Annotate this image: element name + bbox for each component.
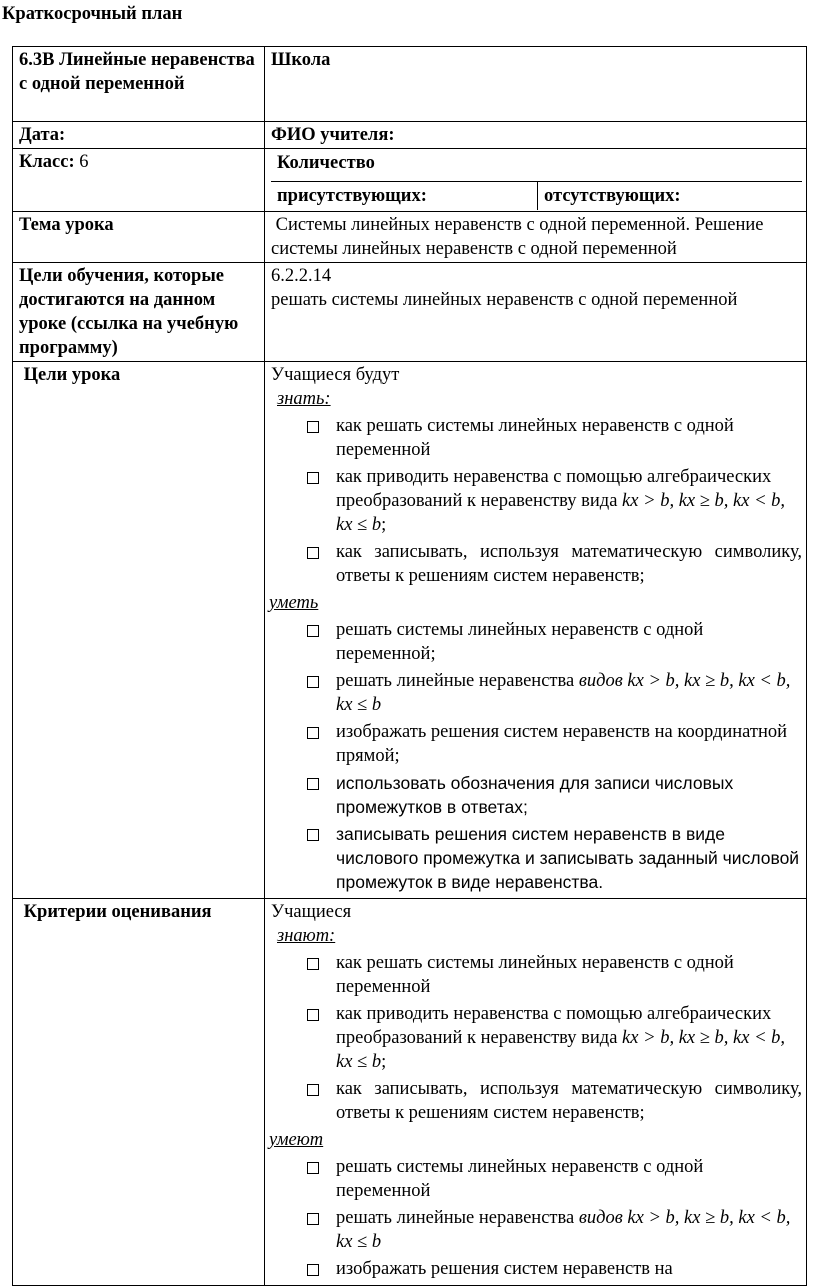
lesson-goals-label <box>13 362 265 899</box>
know-list <box>271 414 802 588</box>
topic-value <box>265 212 807 263</box>
list-item: решать системы линейных неравенств с одной переменной; <box>271 618 802 666</box>
objectives-value <box>265 263 807 362</box>
list-item: изображать решения систем неравенств на координатной прямой; <box>271 720 802 768</box>
teacher-cell: ФИО учителя: <box>265 122 807 149</box>
row-lesson-goals <box>13 362 807 899</box>
unit-cell: 6.3В Линейные неравенства с одной переменной <box>13 47 265 122</box>
can-heading: уметь <box>269 593 319 613</box>
checkbox-bullet-icon <box>307 625 319 637</box>
objectives-text: решать системы линейных неравенств с одной переменной <box>271 290 738 310</box>
lesson-plan-table <box>12 46 807 1286</box>
list-item: изображать решения систем неравенств на <box>271 1257 802 1281</box>
document-title: Краткосрочный план <box>2 4 183 24</box>
criteria-can-heading: умеют <box>269 1130 324 1150</box>
absent-label: отсутствующих: <box>544 186 681 206</box>
can-list <box>271 618 802 894</box>
list-item: как решать системы линейных неравенств с одной переменной <box>271 414 802 462</box>
list-item: использовать обозначения для записи числовых промежутков в ответах; <box>271 771 802 819</box>
class-label: Класс: <box>19 152 75 172</box>
row-objectives <box>13 263 807 362</box>
lesson-goals-label-text: Цели урока <box>23 365 121 385</box>
criteria-label-text: Критерии оценивания <box>23 902 212 922</box>
list-item: как приводить неравенства с помощью алгебраических преобразований к неравенству вида kx > b, kx ≥ b, kx < b, kx ≤ b; <box>271 1002 802 1074</box>
class-cell <box>13 149 265 212</box>
attendance-cell <box>265 149 807 212</box>
row-topic <box>13 212 807 263</box>
know-heading: знать: <box>277 389 331 409</box>
checkbox-bullet-icon <box>307 676 319 688</box>
list-item: решать линейные неравенства видов kx > b, kx ≥ b, kx < b, kx ≤ b <box>271 669 802 717</box>
checkbox-bullet-icon <box>307 778 319 790</box>
criteria-can-list <box>271 1155 802 1281</box>
list-item: решать системы линейных неравенств с одной переменной <box>271 1155 802 1203</box>
criteria-know-list <box>271 951 802 1125</box>
row-class <box>13 149 807 212</box>
present-label: присутствующих: <box>271 182 538 210</box>
checkbox-bullet-icon <box>307 1162 319 1174</box>
checkbox-bullet-icon <box>307 727 319 739</box>
checkbox-bullet-icon <box>307 1009 319 1021</box>
list-item: как записывать, используя математическую символику, ответы к решениям систем неравенств; <box>271 1077 802 1125</box>
list-item: решать линейные неравенства видов kx > b, kx ≥ b, kx < b, kx ≤ b <box>271 1206 802 1254</box>
checkbox-bullet-icon <box>307 547 319 559</box>
criteria-label <box>13 899 265 1286</box>
checkbox-bullet-icon <box>307 958 319 970</box>
checkbox-bullet-icon <box>307 421 319 433</box>
objectives-code: 6.2.2.14 <box>271 266 332 286</box>
criteria-know-heading: знают: <box>277 926 336 946</box>
row-unit <box>13 47 807 122</box>
date-cell: Дата: <box>13 122 265 149</box>
checkbox-bullet-icon <box>307 1084 319 1096</box>
checkbox-bullet-icon <box>307 829 319 841</box>
topic-text: Системы линейных неравенств с одной переменной. Решение системы линейных неравенств с одной переменной <box>271 215 764 259</box>
lesson-goals-content <box>265 362 807 899</box>
school-cell: Школа <box>265 47 807 122</box>
criteria-content <box>265 899 807 1286</box>
objectives-label: Цели обучения, которые достигаются на данном уроке (ссылка на учебную программу) <box>13 263 265 362</box>
list-item: как записывать, используя математическую символику, ответы к решениям систем неравенств; <box>271 540 802 588</box>
list-item: как приводить неравенства с помощью алгебраических преобразований к неравенству вида kx > b, kx ≥ b, kx < b, kx ≤ b; <box>271 465 802 537</box>
count-label: Количество <box>271 150 802 182</box>
checkbox-bullet-icon <box>307 1264 319 1276</box>
class-value: 6 <box>79 152 89 172</box>
criteria-intro: Учащиеся <box>271 902 352 922</box>
row-date <box>13 122 807 149</box>
list-item: записывать решения систем неравенств в виде числового промежутка и записывать заданный числовой промежуток в виде неравенства. <box>271 822 802 894</box>
list-item: как решать системы линейных неравенств с одной переменной <box>271 951 802 999</box>
row-criteria <box>13 899 807 1286</box>
checkbox-bullet-icon <box>307 472 319 484</box>
checkbox-bullet-icon <box>307 1213 319 1225</box>
lesson-goals-intro: Учащиеся будут <box>271 365 400 385</box>
topic-label: Тема урока <box>13 212 265 263</box>
